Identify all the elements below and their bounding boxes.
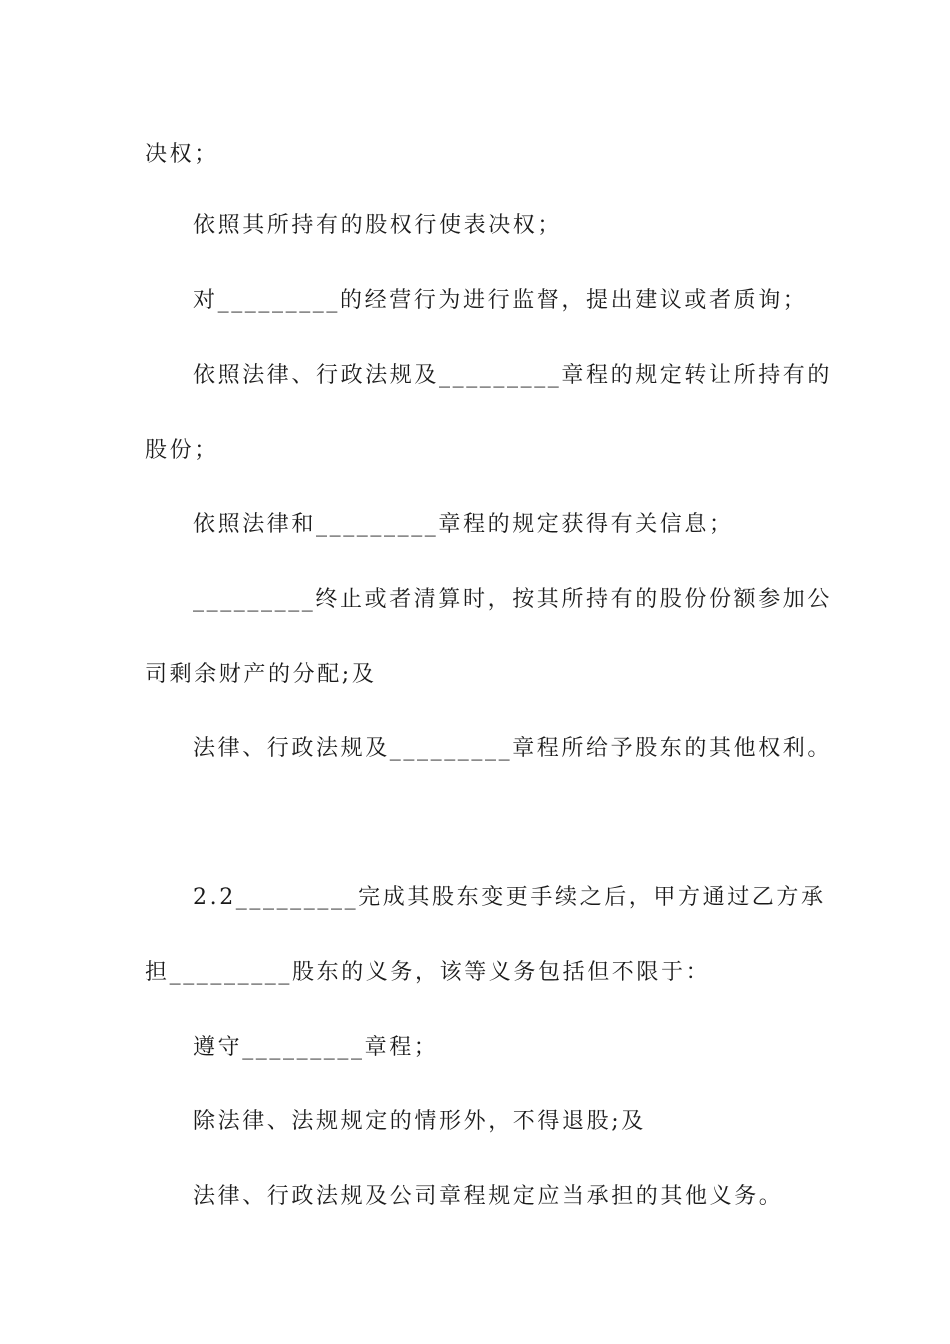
paragraph-line: 除法律、法规规定的情形外，不得退股;及: [193, 1109, 646, 1134]
paragraph-line: 遵守_________章程；: [193, 1035, 439, 1060]
paragraph-line: 对_________的经营行为进行监督，提出建议或者质询；: [193, 288, 808, 313]
paragraph-line: 依照其所持有的股权行使表决权；: [193, 213, 563, 238]
paragraph-line: 担_________股东的义务，该等义务包括但不限于：: [145, 960, 711, 985]
paragraph-line: _________终止或者清算时，按其所持有的股份份额参加公: [193, 587, 833, 612]
paragraph-line: 法律、行政法规及公司章程规定应当承担的其他义务。: [193, 1184, 784, 1209]
paragraph-line: 股份；: [145, 438, 219, 463]
paragraph-line: 决权；: [145, 142, 219, 167]
paragraph-line: 法律、行政法规及_________章程所给予股东的其他权利。: [193, 736, 833, 761]
paragraph-line: 依照法律、行政法规及_________章程的规定转让所持有的: [193, 363, 833, 388]
paragraph-line: 依照法律和_________章程的规定获得有关信息；: [193, 512, 734, 537]
paragraph-line: 司剩余财产的分配;及: [145, 662, 377, 687]
section-line: 2.2_________完成其股东变更手续之后，甲方通过乙方承: [193, 885, 826, 910]
